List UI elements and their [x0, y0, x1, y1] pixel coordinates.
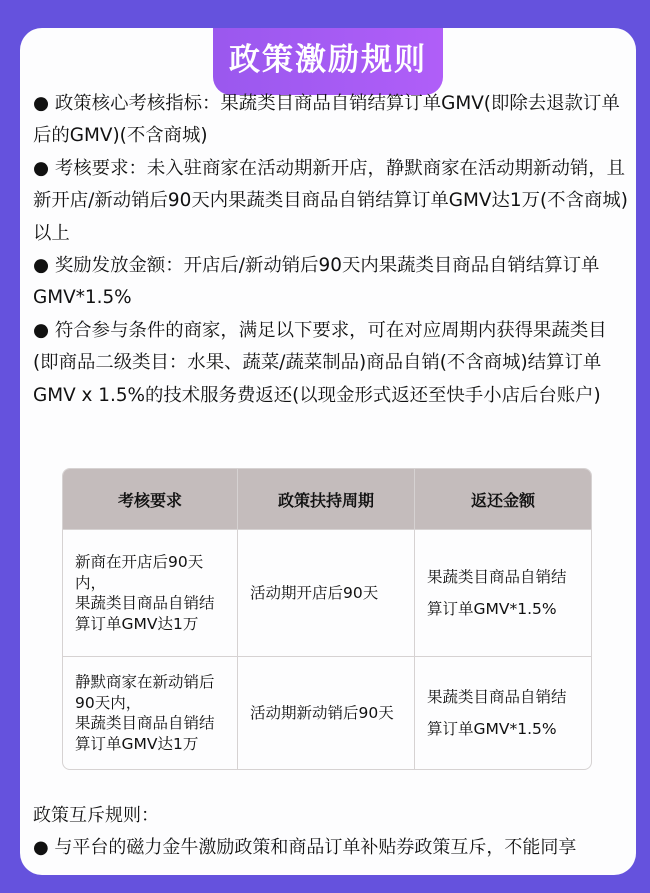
rule-item: ● 政策核心考核指标：果蔬类目商品自销结算订单GMV(即除去退款订单后的GMV)(不含商城): [33, 93, 620, 147]
table-cell: 果蔬类目商品自销结算订单GMV*1.5%: [415, 656, 591, 769]
page-title: 政策激励规则: [213, 28, 443, 95]
table-row: [63, 529, 591, 656]
table-header: 考核要求: [63, 469, 238, 529]
table-cell: 新商在开店后90天内， 果蔬类目商品自销结算订单GMV达1万: [63, 529, 238, 656]
table-header: 返还金额: [415, 469, 591, 529]
rule-item: ● 奖励发放金额：开店后/新动销后90天内果蔬类目商品自销结算订单GMV*1.5%: [33, 255, 600, 309]
rule-item: ● 符合参与条件的商家，满足以下要求，可在对应周期内获得果蔬类目(即商品二级类目：水果、蔬菜/蔬菜制品)商品自销(不含商城)结算订单GMV x 1.5%的技术服务费返还(以现金形式返还至快手小店后台账户): [33, 319, 607, 406]
mutex-heading: 政策互斥规则：: [33, 805, 159, 826]
mutex-item: ● 与平台的磁力金牛激励政策和商品订单补贴券政策互斥，不能同享: [33, 837, 577, 858]
policy-table: [62, 468, 592, 770]
table-header: 政策扶持周期: [238, 469, 415, 529]
rule-item: ● 考核要求：未入驻商家在活动期新开店，静默商家在活动期新动销，且新开店/新动销后90天内果蔬类目商品自销结算订单GMV达1万(不含商城)以上: [33, 157, 628, 244]
rules-list: [33, 88, 629, 412]
table-cell: 活动期新动销后90天: [238, 656, 415, 769]
mutex-rules: [33, 800, 576, 864]
table-cell: 静默商家在新动销后90天内， 果蔬类目商品自销结算订单GMV达1万: [63, 656, 238, 769]
policy-card: [20, 28, 636, 875]
table-row: [63, 656, 591, 769]
table-header-row: [63, 469, 591, 529]
table-cell: 活动期开店后90天: [238, 529, 415, 656]
table-cell: 果蔬类目商品自销结算订单GMV*1.5%: [415, 529, 591, 656]
